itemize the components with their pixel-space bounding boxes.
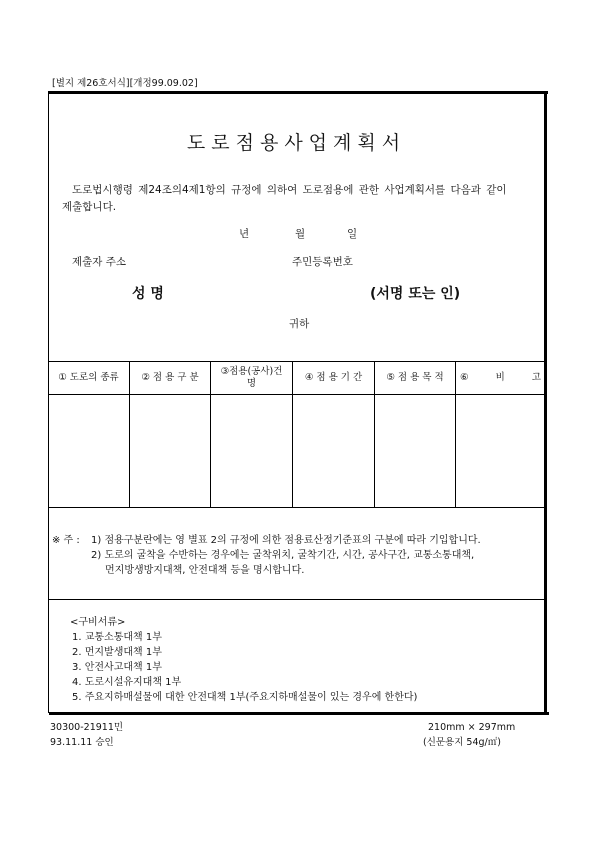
document-item: 1. 교통소통대책 1부	[72, 632, 162, 643]
applicant-name-label: 성 명	[132, 286, 164, 302]
footer-paper-size: 210mm × 297mm	[428, 722, 516, 733]
footer-form-code: 30300-21911민	[50, 722, 124, 733]
table-header-road-type: ① 도로의 종류	[58, 372, 119, 383]
table-header-remarks: ⑥ 비 고	[460, 372, 541, 383]
document-item: 5. 주요지하매설물에 대한 안전대책 1부(주요지하매설물이 있는 경우에 한한다)	[72, 692, 418, 703]
date-day-label: 일	[347, 228, 358, 240]
documents-heading: <구비서류>	[70, 617, 126, 628]
document-item: 4. 도로시설유지대책 1부	[72, 677, 182, 688]
table-header-divider	[48, 394, 545, 395]
date-month-label: 월	[295, 228, 306, 240]
frame-border-right	[544, 93, 547, 715]
notes-divider	[48, 599, 545, 600]
frame-border-bottom	[49, 712, 549, 715]
notes-prefix: ※ 주 :	[52, 535, 80, 546]
page-title: 도로점용사업계획서	[186, 132, 407, 154]
table-header-occupancy-purpose: ⑤ 점 용 목 적	[386, 372, 444, 383]
document-item: 2. 먼지발생대책 1부	[72, 647, 162, 658]
document-item: 3. 안전사고대책 1부	[72, 662, 162, 673]
intro-line-1: 도로법시행령 제24조의4제1항의 규정에 의하여 도로점용에 관한 사업계획서를 다음과 같이	[72, 184, 507, 196]
applicant-address-label: 제출자 주소	[72, 256, 127, 268]
signature-label: (서명 또는 인)	[370, 286, 461, 302]
form-number-header: [별지 제26호서식][개정99.09.02]	[52, 78, 198, 89]
table-header-occupancy-period: ④ 점 용 기 간	[304, 372, 363, 383]
table-header-occupancy-title: ③점용(공사)건명	[220, 366, 283, 389]
resident-number-label: 주민등록번호	[292, 256, 353, 268]
note-line-1: 1) 점용구분란에는 영 별표 2의 규정에 의한 점용료산정기준표의 구분에 따라 기입합니다.	[91, 535, 481, 546]
intro-text	[62, 182, 532, 216]
intro-line-2: 제출합니다.	[62, 201, 117, 213]
note-line-3: 먼지방생방지대책, 안전대책 등을 명시합니다.	[105, 565, 305, 576]
table-header-occupancy-class: ② 점 용 구 분	[141, 372, 199, 383]
frame-border-top	[48, 91, 548, 94]
footer-approval: 93.11.11 승인	[50, 737, 114, 748]
table-bottom-border	[48, 507, 545, 508]
recipient-label: 귀하	[289, 318, 310, 330]
footer-paper-type: (신문용지 54g/㎡)	[423, 737, 501, 748]
note-line-2: 2) 도로의 굴착을 수반하는 경우에는 굴착위치, 굴착기간, 시간, 공사구간, 교통소통대책,	[91, 550, 475, 561]
date-year-label: 년	[239, 228, 250, 240]
